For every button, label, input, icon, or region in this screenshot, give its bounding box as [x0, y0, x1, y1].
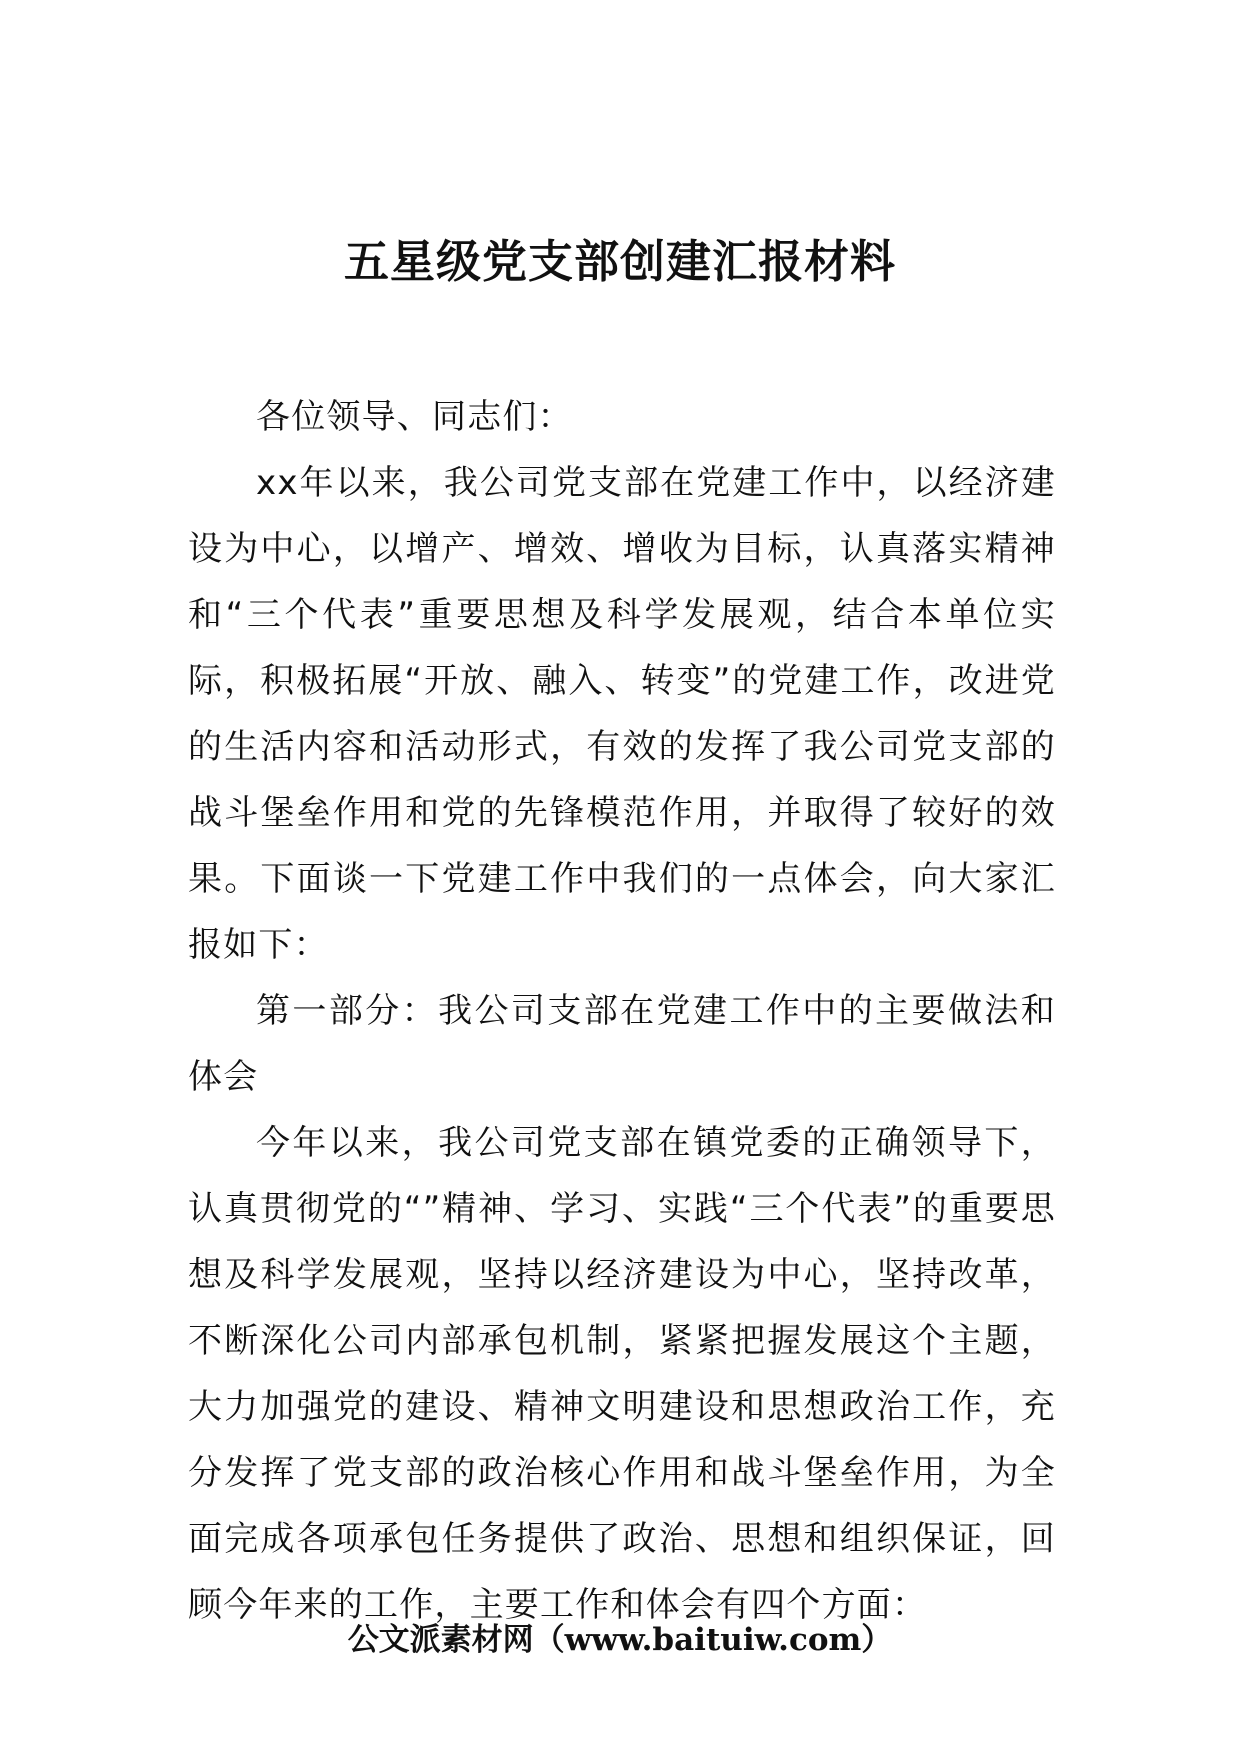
document-body — [188, 384, 1056, 1638]
paragraph-intro: xx年以来，我公司党支部在党建工作中，以经济建设为中心，以增产、增效、增收为目标，认真落实精神和“三个代表”重要思想及科学发展观，结合本单位实际，积极拓展“开放、融入、转变”的党建工作，改进党的生活内容和活动形式，有效的发挥了我公司党支部的战斗堡垒作用和党的先锋模范作用，并取得了较好的效果。下面谈一下党建工作中我们的一点体会，向大家汇报如下： — [188, 463, 1056, 965]
watermark-footer: 公文派素材网（www.baituiw.com） — [347, 1622, 893, 1658]
paragraph-section-body: 今年以来，我公司党支部在镇党委的正确领导下，认真贯彻党的“”精神、学习、实践“三个代表”的重要思想及科学发展观，坚持以经济建设为中心，坚持改革，不断深化公司内部承包机制，紧紧把握发展这个主题，大力加强党的建设、精神文明建设和思想政治工作，充分发挥了党支部的政治核心作用和战斗堡垒作用，为全面完成各项承包任务提供了政治、思想和组织保证，回顾今年来的工作，主要工作和体会有四个方面： — [188, 1123, 1056, 1625]
document-title: 五星级党支部创建汇报材料 — [343, 235, 896, 289]
paragraph-greeting: 各位领导、同志们： — [256, 397, 573, 437]
paragraph-section-heading: 第一部分：我公司支部在党建工作中的主要做法和体会 — [188, 991, 1056, 1097]
